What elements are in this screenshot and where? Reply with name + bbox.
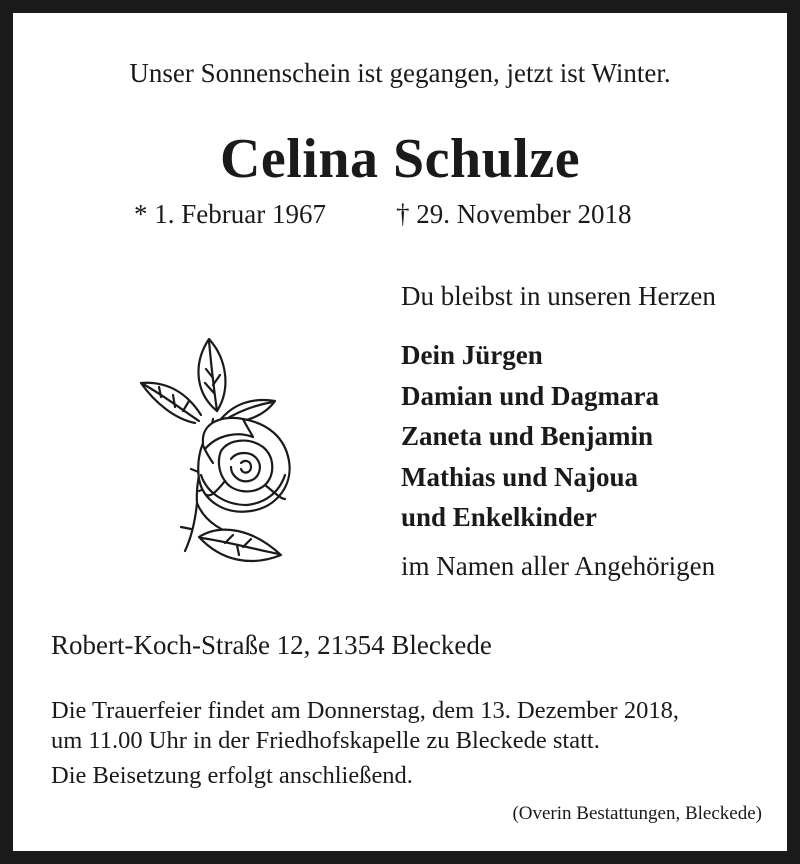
signers-list [401, 335, 659, 538]
ceremony-line: um 11.00 Uhr in der Friedhofskapelle zu Bleckede statt. [51, 727, 600, 754]
ceremony-line: Die Trauerfeier findet am Donnerstag, dem 13. Dezember 2018, [51, 697, 679, 724]
signer: Damian und Dagmara [401, 380, 660, 411]
burial-info: Die Beisetzung erfolgt anschließend. [51, 762, 413, 789]
death-date: † 29. November 2018 [396, 199, 632, 229]
motto: Unser Sonnenschein ist gegangen, jetzt ist Winter. [129, 58, 671, 88]
deceased-name: Celina Schulze [219, 128, 581, 190]
signer: und Enkelkinder [401, 502, 597, 532]
funeral-home: (Overin Bestattungen, Bleckede) [512, 803, 762, 824]
signer: Dein Jürgen [401, 340, 543, 370]
birth-date: * 1. Februar 1967 [134, 199, 326, 229]
on-behalf-line: im Namen aller Angehörigen [401, 551, 716, 581]
signer: Mathias und Najoua [401, 461, 639, 492]
rose-icon [125, 323, 305, 573]
closing-line: Du bleibst in unseren Herzen [401, 281, 716, 311]
ceremony-info [51, 696, 679, 756]
address: Robert-Koch-Straße 12, 21354 Bleckede [51, 630, 492, 660]
signer: Zaneta und Benjamin [401, 421, 654, 451]
